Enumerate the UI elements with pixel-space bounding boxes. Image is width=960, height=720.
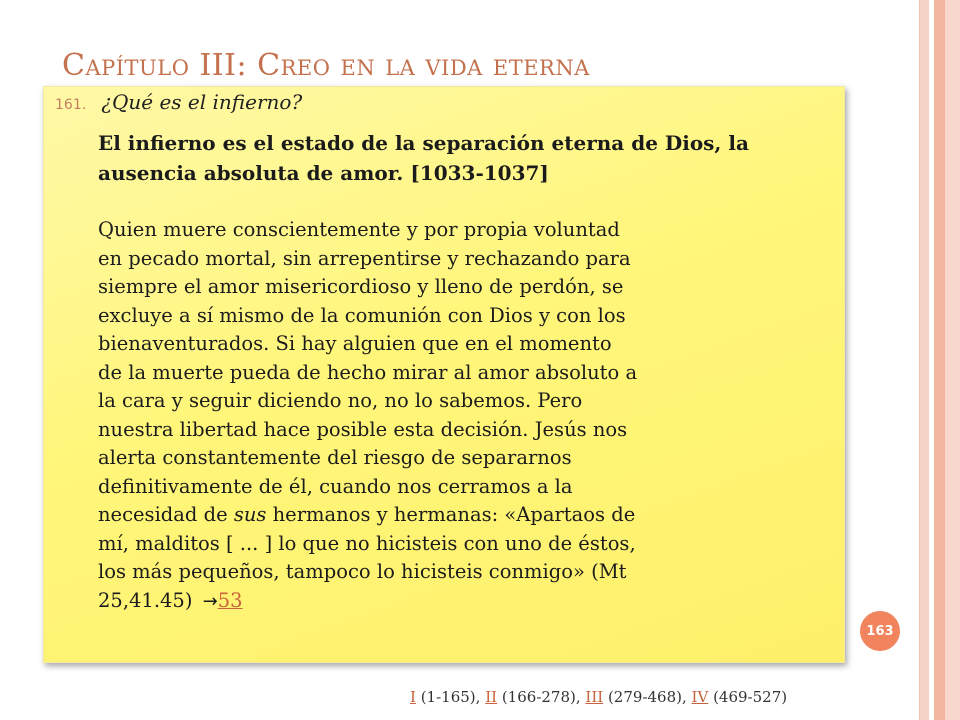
section-link-ii[interactable]: II: [485, 688, 498, 706]
line-text: necesidad de: [98, 503, 234, 526]
paragraph-line: los más pequeños, tampoco lo hicisteis conmigo» (Mt: [98, 560, 627, 583]
section-range: (469-527): [708, 688, 788, 706]
section-range: (1-165),: [415, 688, 486, 706]
answer-text: El infierno es el estado de la separación eterna de Dios, la ausencia absoluta de amor. [1033-1037]: [98, 131, 749, 185]
section-link-iii[interactable]: III: [585, 688, 604, 706]
right-decor-line: [919, 0, 920, 720]
italic-word: sus: [233, 503, 267, 526]
arrow-right-icon: →: [202, 590, 218, 612]
paragraph-line: la cara y seguir diciendo no, no lo sabemos. Pero: [98, 389, 583, 412]
line-text: 25,41.45): [98, 588, 193, 612]
paragraph-line: [98, 501, 848, 530]
paragraph-line: nuestra libertad hace posible esta decisión. Jesús nos: [98, 417, 628, 441]
slide-title: Capítulo III: Creo en la vida eterna: [62, 48, 590, 83]
paragraph-line: bienaventurados. Si hay alguien que en el momento: [98, 332, 612, 355]
paragraph-line: excluye a sí mismo de la comunión con Dios y con los: [98, 303, 626, 327]
paragraph-line: definitivamente de él, cuando nos cerramos a la: [98, 474, 573, 498]
explanation-paragraph: [98, 216, 848, 616]
question-text: ¿Qué es el infierno?: [101, 90, 303, 114]
paragraph-line: siempre el amor misericordioso y lleno de perdón, se: [98, 275, 624, 298]
section-range: (279-468),: [603, 688, 692, 706]
line-text: hermanos y hermanas: «Apartaos de: [266, 503, 636, 526]
question-line: [55, 90, 302, 114]
paragraph-line: de la muerte pueda de hecho mirar al amor absoluto a: [98, 360, 638, 384]
paragraph-line: mí, malditos [ ... ] lo que no hicisteis con uno de éstos,: [98, 531, 636, 555]
right-decor-stripe: [945, 0, 960, 720]
reference-link-53[interactable]: 53: [217, 588, 243, 612]
page-number-badge: 163: [860, 611, 900, 651]
paragraph-line: en pecado mortal, sin arrepentirse y rechazando para: [98, 246, 631, 270]
paragraph-line: alerta constantemente del riesgo de separarnos: [98, 446, 572, 469]
paragraph-line: [98, 587, 848, 617]
question-number: 161.: [55, 97, 87, 113]
section-link-iv[interactable]: IV: [691, 688, 709, 706]
section-range: (166-278),: [497, 688, 586, 706]
section-links-footer: [410, 688, 787, 706]
paragraph-line: Quien muere conscientemente y por propia voluntad: [98, 218, 620, 241]
right-decor-stripe: [934, 0, 945, 720]
right-decor-stripe: [919, 0, 929, 720]
section-link-i[interactable]: I: [410, 688, 416, 706]
